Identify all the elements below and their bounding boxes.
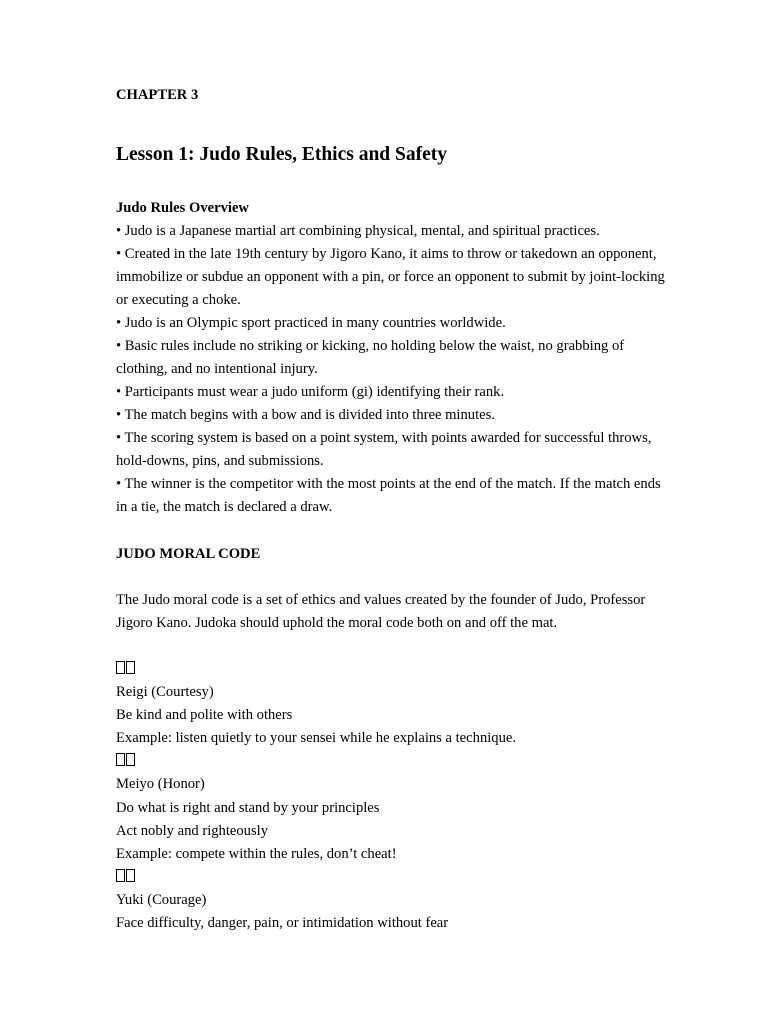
moral-intro-line: Jigoro Kano. Judoka should uphold the moral code both on and off the mat. bbox=[116, 615, 558, 631]
rules-line: • The scoring system is based on a point system, with points awarded for successful throws, bbox=[116, 430, 652, 446]
rules-line: • The match begins with a bow and is divided into three minutes. bbox=[116, 407, 495, 423]
lesson-title: Lesson 1: Judo Rules, Ethics and Safety bbox=[116, 144, 448, 165]
missing-glyph-icon bbox=[116, 752, 136, 770]
rules-line: • Created in the late 19th century by Jigoro Kano, it aims to throw or takedown an opponent, bbox=[116, 246, 657, 262]
rules-line: hold-downs, pins, and submissions. bbox=[116, 453, 324, 469]
rules-line: • Judo is a Japanese martial art combining physical, mental, and spiritual practices. bbox=[116, 223, 600, 239]
rules-line: immobilize or subdue an opponent with a pin, or force an opponent to submit by joint-locking bbox=[116, 269, 665, 285]
virtue-line: Example: compete within the rules, don’t cheat! bbox=[116, 846, 397, 862]
virtue-line: Act nobly and righteously bbox=[116, 823, 268, 839]
rules-line: or executing a choke. bbox=[116, 292, 241, 308]
virtue-name: Yuki (Courage) bbox=[116, 892, 207, 908]
rules-line: in a tie, the match is declared a draw. bbox=[116, 499, 333, 515]
moral-intro-line: The Judo moral code is a set of ethics and values created by the founder of Judo, Professor bbox=[116, 592, 646, 608]
rules-line: • Judo is an Olympic sport practiced in many countries worldwide. bbox=[116, 315, 506, 331]
missing-glyph-icon bbox=[116, 868, 136, 886]
virtue-name: Reigi (Courtesy) bbox=[116, 684, 214, 700]
moral-code-heading: JUDO MORAL CODE bbox=[116, 546, 261, 562]
virtue-line: Be kind and polite with others bbox=[116, 707, 293, 723]
virtue-line: Example: listen quietly to your sensei while he explains a technique. bbox=[116, 730, 517, 746]
rules-line: clothing, and no intentional injury. bbox=[116, 361, 318, 377]
virtue-line: Face difficulty, danger, pain, or intimidation without fear bbox=[116, 915, 449, 931]
missing-glyph-icon bbox=[116, 660, 136, 678]
rules-line: • Participants must wear a judo uniform (gi) identifying their rank. bbox=[116, 384, 505, 400]
rules-line: • The winner is the competitor with the most points at the end of the match. If the match ends bbox=[116, 476, 661, 492]
chapter-label: CHAPTER 3 bbox=[116, 87, 199, 103]
virtue-line: Do what is right and stand by your principles bbox=[116, 800, 380, 816]
virtue-name: Meiyo (Honor) bbox=[116, 776, 205, 792]
rules-heading: Judo Rules Overview bbox=[116, 200, 249, 216]
rules-line: • Basic rules include no striking or kicking, no holding below the waist, no grabbing of bbox=[116, 338, 625, 354]
